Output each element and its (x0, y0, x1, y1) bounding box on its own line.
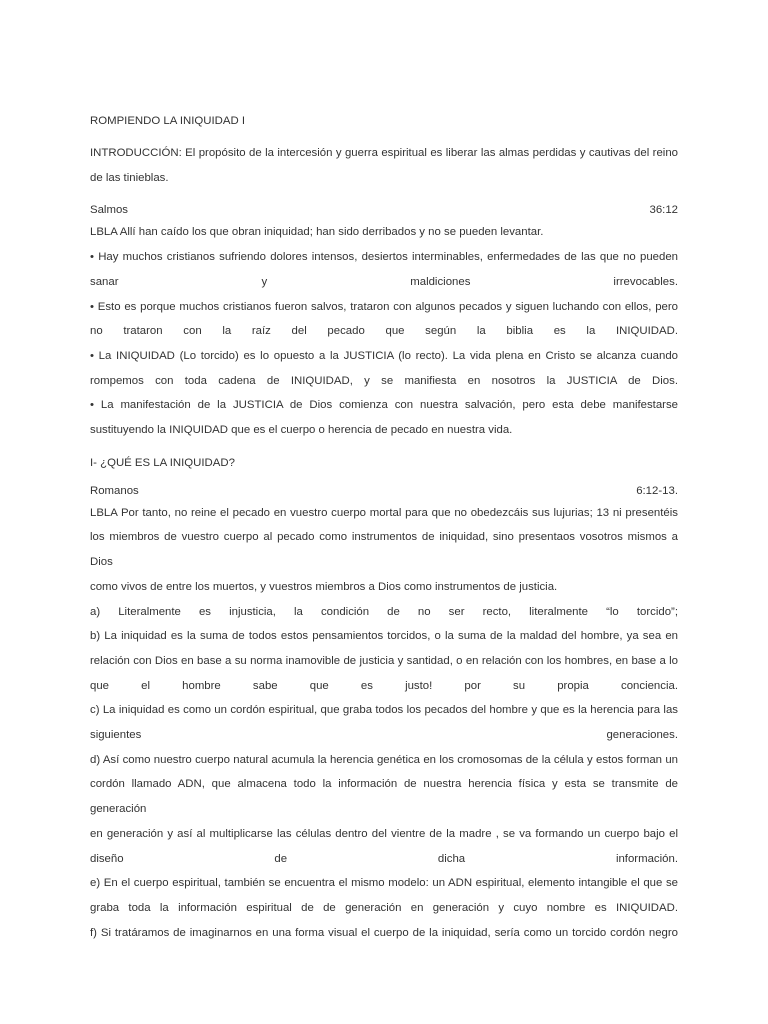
intro-line-2: de las tinieblas. (90, 171, 169, 184)
block2-line: c) La iniquidad es como un cordón espiritual, que graba todos los pecados del hombre y que es la herencia para las (90, 704, 678, 717)
reference-book: Romanos (90, 484, 139, 497)
reference-verse: 36:12 (649, 204, 678, 217)
block2-line: LBLA Por tanto, no reine el pecado en vuestro cuerpo mortal para que no obedezcáis sus lujurias; 13 ni presentéis (90, 506, 678, 519)
section-heading: I- ¿QUÉ ES LA INIQUIDAD? (90, 456, 235, 469)
block1-line: LBLA Allí han caído los que obran iniquidad; han sido derribados y no se pueden levantar. (90, 226, 544, 239)
block2-line: los miembros de vuestro cuerpo al pecado como instrumentos de iniquidad, sino presentaos vosotros mismos a Dios (90, 531, 678, 569)
block2-line: como vivos de entre los muertos, y vuestros miembros a Dios como instrumentos de justicia. (90, 580, 558, 593)
introduction-paragraph (90, 141, 678, 190)
block2-line: en generación y así al multiplicarse las células dentro del vientre de la madre , se va formando un cuerpo bajo el (90, 827, 678, 840)
block2-line: cordón llamado ADN, que almacena todo la información de nuestra herencia física y esta se transmite de generación (90, 778, 678, 816)
intro-line-1: INTRODUCCIÓN: El propósito de la intercesión y guerra espiritual es liberar las almas perdidas y cautivas del reino (90, 147, 678, 159)
block2-line: d) Así como nuestro cuerpo natural acumula la herencia genética en los cromosomas de la célula y estos forman un (90, 753, 678, 766)
block1-line: • Esto es porque muchos cristianos fueron salvos, trataron con algunos pecados y siguen luchando con ellos, pero (90, 300, 678, 313)
block1-line: no trataron con la raíz del pecado que según la biblia es la INIQUIDAD. (90, 325, 678, 338)
scripture-reference-salmos (90, 202, 678, 218)
block2-line: b) La iniquidad es la suma de todos estos pensamientos torcidos, o la suma de la maldad del hombre, ya sea en (90, 630, 678, 643)
reference-verse: 6:12-13. (636, 484, 678, 497)
block2-line: que el hombre sabe que es justo! por su propia conciencia. (90, 679, 678, 692)
block2-line: diseño de dicha información. (90, 852, 678, 865)
block1-line: • Hay muchos cristianos sufriendo dolores intensos, desiertos interminables, enfermedades de las que no pueden (90, 251, 678, 264)
block1-line: • La INIQUIDAD (Lo torcido) es lo opuesto a la JUSTICIA (lo recto). La vida plena en Cristo se alcanza cuando (90, 349, 678, 362)
block2-line: siguientes generaciones. (90, 729, 678, 742)
block2-line: f) Si tratáramos de imaginarnos en una forma visual el cuerpo de la iniquidad, sería como un torcido cordón negro (90, 926, 678, 939)
block1-line: rompemos con toda cadena de INIQUIDAD, y se manifiesta en nosotros la JUSTICIA de Dios. (90, 374, 678, 387)
block1-line: sanar y maldiciones irrevocables. (90, 275, 678, 288)
romanos-commentary (90, 501, 678, 946)
block1-line: • La manifestación de la JUSTICIA de Dios comienza con nuestra salvación, pero esta debe manifestarse (90, 399, 678, 412)
block2-line: e) En el cuerpo espiritual, también se encuentra el mismo modelo: un ADN espiritual, elemento intangible el que se (90, 877, 678, 890)
salmos-commentary (90, 220, 678, 442)
block2-line: a) Literalmente es injusticia, la condición de no ser recto, literalmente “lo torcido”; (90, 605, 678, 618)
block2-line: graba toda la información espiritual de de generación en generación y cuyo nombre es INIQUIDAD. (90, 901, 678, 914)
block2-line: relación con Dios en base a su norma inamovible de justicia y santidad, o en relación con los hombres, en base a lo (90, 654, 678, 667)
document-title: ROMPIENDO LA INIQUIDAD I (90, 115, 246, 127)
block1-line: sustituyendo la INIQUIDAD que es el cuerpo o herencia de pecado en nuestra vida. (90, 424, 513, 437)
reference-book: Salmos (90, 204, 128, 217)
scripture-reference-romanos (90, 483, 678, 499)
